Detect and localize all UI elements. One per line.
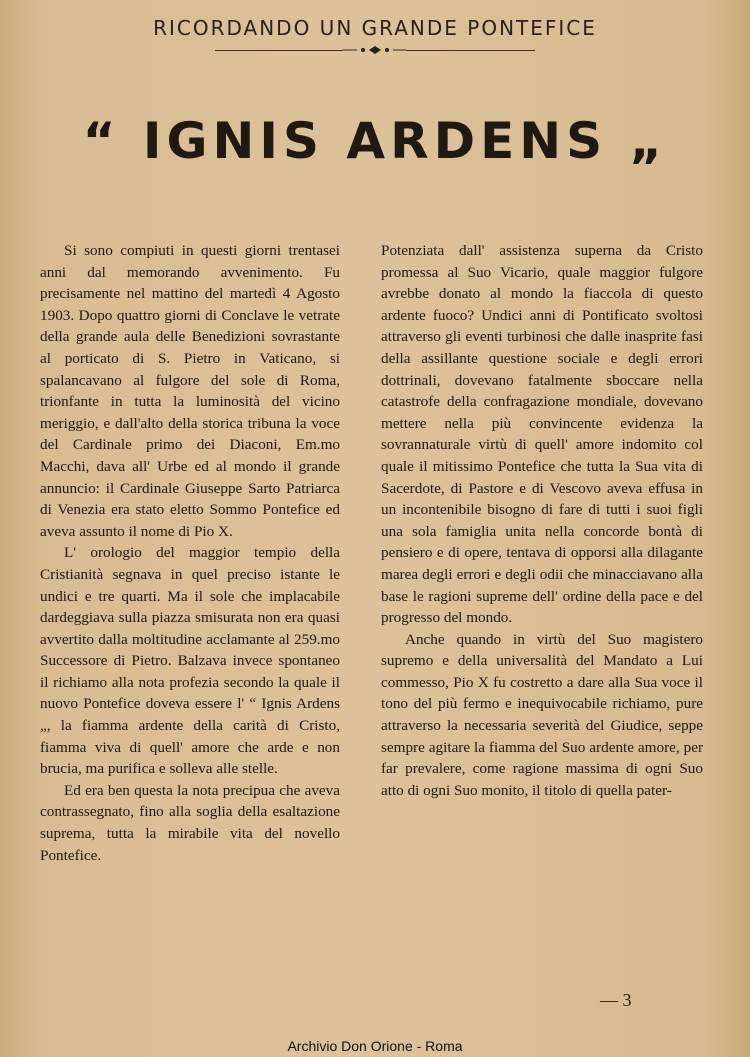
article-title: “ IGNIS ARDENS „ xyxy=(82,112,668,170)
archive-watermark-label: Archivio Don Orione - Roma xyxy=(287,1038,463,1054)
paragraph: Si sono compiuti in questi giorni trentasei anni dal memorando avvenimento. Fu precisamente nel mattino del martedì 4 Agosto 1903. Dopo quattro giorni di Conclave le vetrate della grande aula delle Benedizioni sovrastante al porticato di S. Pietro in Vaticano, si spalancavano al fulgore del sole di Roma, trionfante in tutta la luminosità del vicino meriggio, e dall'alto della storica tribuna la voce del Cardinale primo dei Diaconi, Em.mo Macchi, dava all' Urbe ed al mondo il grande annuncio: il Cardinale Giuseppe Sarto Patriarca di Venezia era stato eletto Sommo Pontefice ed aveva assunto il nome di Pio X. xyxy=(40,242,340,540)
paragraph: Ed era ben questa la nota precipua che aveva contrassegnato, fino alla soglia della esaltazione suprema, tutta la mirabile vita del novello Pontefice. xyxy=(40,781,340,864)
paragraph: L' orologio del maggior tempio della Cristianità segnava in quel preciso istante le undici e tre quarti. Ma il sole che implacabile dardeggiava sulla piazza smisurata non era quasi avvertito dalla moltitudine acclamante al 259.mo Successore di Pietro. Balzava invece spontaneo il richiamo alla nota profezia secondo la quale il nuovo Pontefice doveva essere l' “ Ignis Ardens „, la fiamma ardente della carità di Cristo, fiamma viva di quell' amore che arde e non brucia, ma purifica e solleva alle stelle. xyxy=(40,544,340,778)
left-column xyxy=(40,240,340,866)
section-title: RICORDANDO UN GRANDE PONTEFICE xyxy=(153,16,597,40)
right-column xyxy=(381,240,703,801)
rule-ornament-icon xyxy=(343,45,407,55)
page-number: — 3 xyxy=(600,990,632,1010)
paragraph: Potenziata dall' assistenza superna da Cristo promessa al Suo Vicario, quale maggior fulgore avrebbe donato al mondo la fiaccola di questo ardente fuoco? Undici anni di Pontificato svoltosi attraverso gli eventi turbinosi che dalle inasprite fasi della assillante questione sociale e degli errori dottrinali, dovevano fatalmente sboccare nella catastrofe della confragazione mondiale, dovevano mettere nella più convincente evidenza la sovrannaturale virtù di quell' amore indomito col quale il mitissimo Pontefice che tutta la Sua vita di Sacerdote, di Pastore e di Vescovo aveva effusa in un incontenibile bisogno di fare di tutti i suoi figli una sola famiglia unita nella concorde bontà di pensiero e di opere, tentava di opporsi alla dilagante marea degli errori e degli odii che minacciavano alla base le ragioni supreme dell' ordine della pace e del progresso del mondo. xyxy=(381,242,703,627)
paragraph: Anche quando in virtù del Suo magistero supremo e della universalità del Mandato a Lui commesso, Pio X fu costretto a dare alla Sua voce il tono del più fermo e inequivocabile richiamo, pure attraverso la necessaria severità del Giudice, seppe sempre agitare la fiamma del Suo ardente amore, per far prevalere, come ragione massima di ogni Suo atto di ogni Suo monito, il titolo di quella pater- xyxy=(381,630,703,799)
